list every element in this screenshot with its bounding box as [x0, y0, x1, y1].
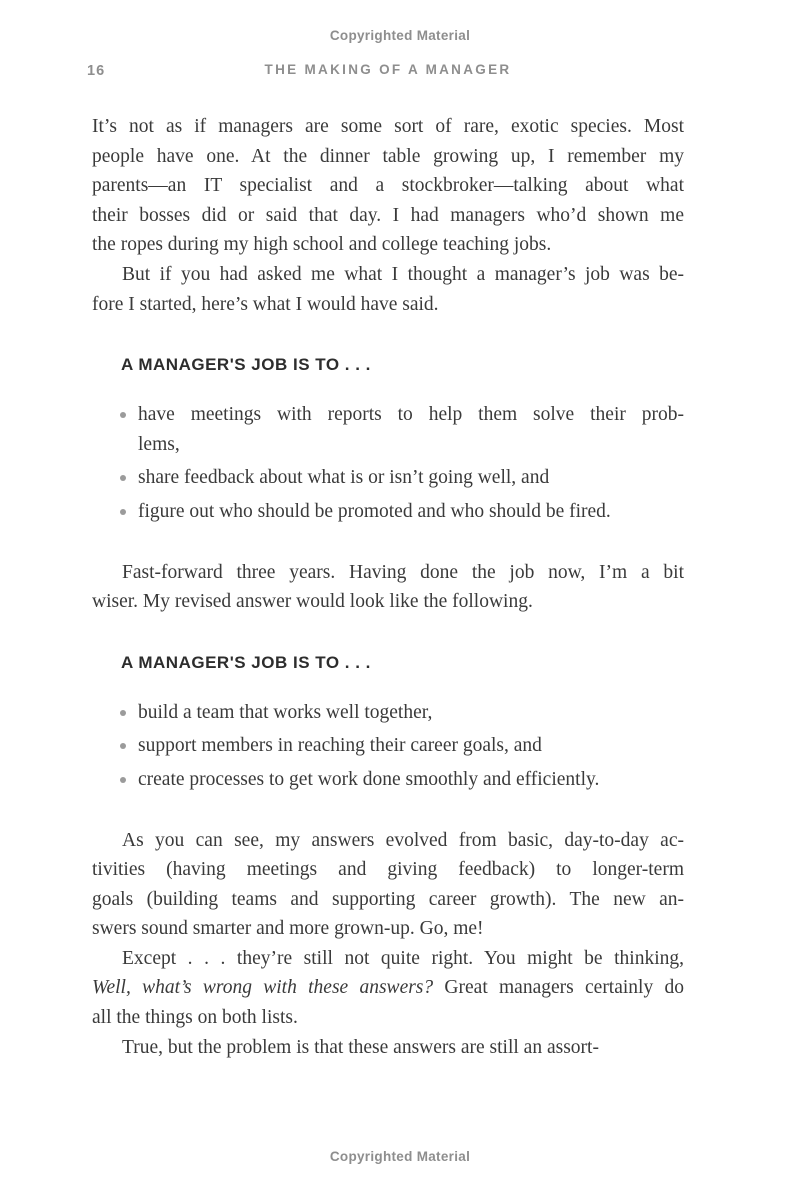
- bullet-text: [138, 731, 684, 761]
- bullet-text: [138, 765, 684, 795]
- text-line: build a team that works well together,: [138, 701, 433, 723]
- text-line: support members in reaching their career goals, and: [138, 735, 542, 757]
- text-line: tivities (having meetings and giving feedback) to longer-term: [92, 859, 684, 881]
- text-line: Except . . . they’re still not quite right. You might be thinking,: [122, 947, 684, 969]
- text-line: lems,: [138, 433, 180, 455]
- text-line: wiser. My revised answer would look like the following.: [92, 591, 533, 613]
- paragraph: [92, 260, 684, 319]
- text-line: True, but the problem is that these answers are still an assort-: [122, 1036, 599, 1058]
- text-line: create processes to get work done smoothly and efficiently.: [138, 768, 600, 790]
- text-line: people have one. At the dinner table growing up, I remember my: [92, 145, 684, 167]
- text-line: all the things on both lists.: [92, 1007, 298, 1029]
- page-body: [92, 112, 684, 1062]
- text-line: their bosses did or said that day. I had managers who’d shown me: [92, 204, 684, 226]
- bullet-item: [92, 765, 684, 795]
- running-head-title: THE MAKING OF A MANAGER: [264, 62, 512, 77]
- section-heading: A MANAGER'S JOB IS TO . . .: [121, 355, 371, 375]
- bullet-icon: [120, 475, 126, 481]
- bullet-text: [138, 400, 684, 459]
- copyright-notice-top: Copyrighted Material: [329, 28, 471, 43]
- paragraph: [92, 1033, 684, 1063]
- section-heading: A MANAGER'S JOB IS TO . . .: [121, 652, 371, 672]
- text-line: As you can see, my answers evolved from basic, day-to-day ac-: [122, 829, 684, 851]
- text-line: swers sound smarter and more grown-up. Go, me!: [92, 918, 484, 940]
- text-line: share feedback about what is or isn’t going well, and: [138, 467, 550, 489]
- bullet-item: [92, 731, 684, 761]
- bullet-item: [92, 698, 684, 728]
- paragraph: [92, 112, 684, 260]
- text-line: have meetings with reports to help them solve their prob-: [138, 404, 684, 426]
- bullet-icon: [120, 743, 126, 749]
- bullet-icon: [120, 412, 126, 418]
- text-segment: Great managers certainly do: [433, 977, 684, 999]
- italic-text: Well, what’s wrong with these answers?: [92, 977, 434, 999]
- bullet-text: [138, 497, 684, 527]
- page-number: 16: [87, 63, 106, 79]
- bullet-item: [92, 400, 684, 459]
- text-line: [92, 973, 684, 1003]
- bullet-icon: [120, 777, 126, 783]
- bullet-icon: [120, 509, 126, 515]
- text-line: figure out who should be promoted and who should be fired.: [138, 500, 611, 522]
- bullet-icon: [120, 710, 126, 716]
- paragraph: [92, 944, 684, 1033]
- text-line: the ropes during my high school and college teaching jobs.: [92, 234, 552, 256]
- text-line: goals (building teams and supporting career growth). The new an-: [92, 888, 684, 910]
- bullet-item: [92, 463, 684, 493]
- bullet-list: [92, 698, 684, 795]
- bullet-item: [92, 497, 684, 527]
- text-line: fore I started, here’s what I would have said.: [92, 293, 439, 315]
- text-line: But if you had asked me what I thought a manager’s job was be-: [122, 263, 684, 285]
- paragraph: [92, 558, 684, 617]
- page-header: [87, 62, 684, 80]
- bullet-text: [138, 463, 684, 493]
- text-line: Fast-forward three years. Having done the job now, I’m a bit: [122, 561, 684, 583]
- bullet-text: [138, 698, 684, 728]
- text-line: It’s not as if managers are some sort of rare, exotic species. Most: [92, 116, 684, 137]
- paragraph: [92, 826, 684, 944]
- text-line: parents—an IT specialist and a stockbroker—talking about what: [92, 175, 684, 197]
- bullet-list: [92, 400, 684, 526]
- copyright-notice-bottom: Copyrighted Material: [329, 1149, 471, 1164]
